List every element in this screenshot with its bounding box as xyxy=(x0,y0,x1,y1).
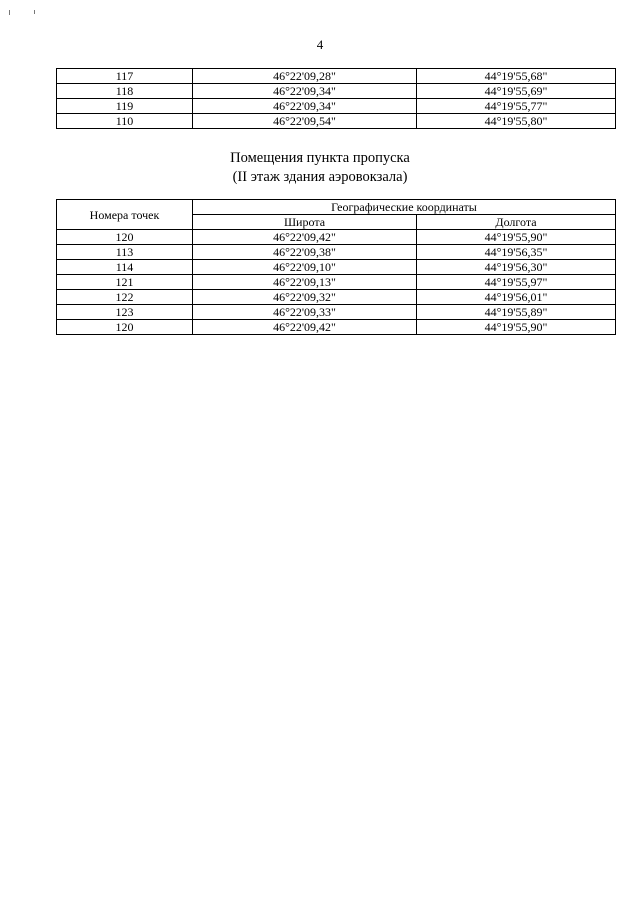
point-cell: 113 xyxy=(57,245,193,260)
latitude-cell: 46°22'09,42" xyxy=(193,230,417,245)
table-row xyxy=(57,114,616,129)
table-row xyxy=(57,260,616,275)
latitude-cell: 46°22'09,34" xyxy=(193,84,417,99)
header-coordinates: Географические координаты xyxy=(193,200,616,215)
longitude-cell: 44°19'55,90" xyxy=(417,230,616,245)
point-cell: 118 xyxy=(57,84,193,99)
point-cell: 123 xyxy=(57,305,193,320)
table-row xyxy=(57,84,616,99)
section-title-line2: (II этаж здания аэровокзала) xyxy=(232,169,408,185)
point-cell: 119 xyxy=(57,99,193,114)
coordinates-table-bottom xyxy=(56,199,616,335)
section-title-line1: Помещения пункта пропуска xyxy=(230,150,410,166)
header-points: Номера точек xyxy=(57,200,193,230)
latitude-cell: 46°22'09,34" xyxy=(193,99,417,114)
longitude-cell: 44°19'55,77" xyxy=(417,99,616,114)
table-row xyxy=(57,320,616,335)
point-cell: 120 xyxy=(57,230,193,245)
latitude-cell: 46°22'09,13" xyxy=(193,275,417,290)
latitude-cell: 46°22'09,33" xyxy=(193,305,417,320)
table-row xyxy=(57,69,616,84)
latitude-cell: 46°22'09,28" xyxy=(193,69,417,84)
header-latitude: Широта xyxy=(193,215,417,230)
latitude-cell: 46°22'09,38" xyxy=(193,245,417,260)
point-cell: 120 xyxy=(57,320,193,335)
latitude-cell: 46°22'09,42" xyxy=(193,320,417,335)
point-cell: 121 xyxy=(57,275,193,290)
header-longitude: Долгота xyxy=(417,215,616,230)
section-title xyxy=(0,149,640,187)
table-row xyxy=(57,230,616,245)
table-row xyxy=(57,275,616,290)
point-cell: 110 xyxy=(57,114,193,129)
table-row xyxy=(57,99,616,114)
longitude-cell: 44°19'55,80" xyxy=(417,114,616,129)
coordinates-table-top xyxy=(56,68,616,129)
longitude-cell: 44°19'56,35" xyxy=(417,245,616,260)
longitude-cell: 44°19'56,30" xyxy=(417,260,616,275)
longitude-cell: 44°19'55,69" xyxy=(417,84,616,99)
longitude-cell: 44°19'55,97" xyxy=(417,275,616,290)
longitude-cell: 44°19'55,68" xyxy=(417,69,616,84)
longitude-cell: 44°19'55,90" xyxy=(417,320,616,335)
scan-mark xyxy=(34,10,35,14)
page-number: 4 xyxy=(316,37,324,52)
table-row xyxy=(57,290,616,305)
latitude-cell: 46°22'09,54" xyxy=(193,114,417,129)
table-row xyxy=(57,305,616,320)
table-row xyxy=(57,245,616,260)
point-cell: 122 xyxy=(57,290,193,305)
latitude-cell: 46°22'09,32" xyxy=(193,290,417,305)
scan-mark xyxy=(9,10,10,15)
point-cell: 117 xyxy=(57,69,193,84)
latitude-cell: 46°22'09,10" xyxy=(193,260,417,275)
point-cell: 114 xyxy=(57,260,193,275)
longitude-cell: 44°19'55,89" xyxy=(417,305,616,320)
longitude-cell: 44°19'56,01" xyxy=(417,290,616,305)
